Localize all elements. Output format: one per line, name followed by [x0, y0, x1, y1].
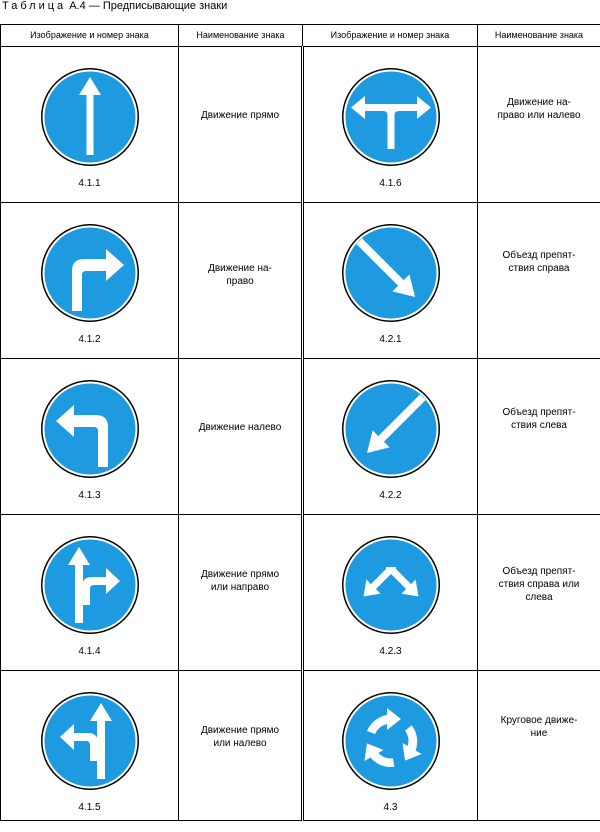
left-turn-arrow-icon [40, 379, 140, 479]
signs-table [0, 24, 600, 821]
sign-name: Движение прямо или направо [200, 569, 280, 593]
sign-name-cell [478, 515, 600, 671]
sign-image-cell [1, 359, 179, 515]
table-row [1, 47, 600, 203]
sign-name: Движение на- право или налево [497, 97, 581, 121]
header-image-number-2: Изображение и номер знака [303, 25, 478, 47]
table-row [1, 515, 600, 671]
pass-right-arrow-icon [341, 223, 441, 323]
sign-name: Объезд препят- ствия слева [502, 407, 576, 431]
sign-number: 4.2.2 [379, 490, 402, 501]
sign-name: Объезд препят- ствия справа [502, 250, 576, 274]
table-row [1, 671, 600, 821]
caption-table-word: Таблица [2, 0, 67, 12]
sign-number: 4.1.2 [78, 334, 101, 345]
sign-image-cell [303, 671, 478, 821]
sign-image-cell [303, 359, 478, 515]
table-row [1, 203, 600, 359]
header-image-number: Изображение и номер знака [1, 25, 179, 47]
header-sign-name: Наименование знака [179, 25, 303, 47]
sign-name-cell [478, 203, 600, 359]
sign-name: Движение налево [198, 422, 282, 433]
sign-image-cell [1, 203, 179, 359]
caption-title: А.4 — Предписывающие знаки [69, 0, 228, 12]
straight-or-right-arrow-icon [40, 535, 140, 635]
sign-name: Движение на- право [208, 263, 272, 287]
table-row [1, 359, 600, 515]
sign-name-cell [179, 359, 303, 515]
sign-name: Движение прямо [200, 110, 280, 121]
sign-image-cell [303, 203, 478, 359]
sign-image-cell [303, 47, 478, 203]
sign-name-cell [478, 359, 600, 515]
sign-name: Движение прямо или налево [200, 725, 280, 749]
sign-number: 4.2.3 [379, 646, 402, 657]
sign-number: 4.1.1 [78, 178, 101, 189]
sign-name-cell [179, 47, 303, 203]
header-sign-name-2: Наименование знака [478, 25, 600, 47]
sign-name: Круговое движе- ние [500, 715, 578, 739]
pass-both-sides-arrow-icon [341, 535, 441, 635]
sign-name-cell [478, 671, 600, 821]
sign-number: 4.1.4 [78, 646, 101, 657]
sign-name: Объезд препят- ствия справа или слева [498, 566, 580, 603]
sign-name-cell [179, 671, 303, 821]
sign-number: 4.3 [383, 802, 398, 813]
table-header-row [1, 25, 600, 47]
sign-number: 4.1.5 [78, 802, 101, 813]
roundabout-icon [341, 691, 441, 791]
sign-image-cell [1, 671, 179, 821]
straight-arrow-icon [40, 67, 140, 167]
right-turn-arrow-icon [40, 223, 140, 323]
pass-left-arrow-icon [341, 379, 441, 479]
sign-number: 4.1.6 [379, 178, 402, 189]
sign-name-cell [478, 47, 600, 203]
right-or-left-arrow-icon [341, 67, 441, 167]
straight-or-left-arrow-icon [40, 691, 140, 791]
sign-image-cell [1, 47, 179, 203]
sign-name-cell [179, 515, 303, 671]
sign-image-cell [303, 515, 478, 671]
sign-number: 4.1.3 [78, 490, 101, 501]
sign-image-cell [1, 515, 179, 671]
table-caption [2, 0, 227, 13]
sign-number: 4.2.1 [379, 334, 402, 345]
sign-name-cell [179, 203, 303, 359]
